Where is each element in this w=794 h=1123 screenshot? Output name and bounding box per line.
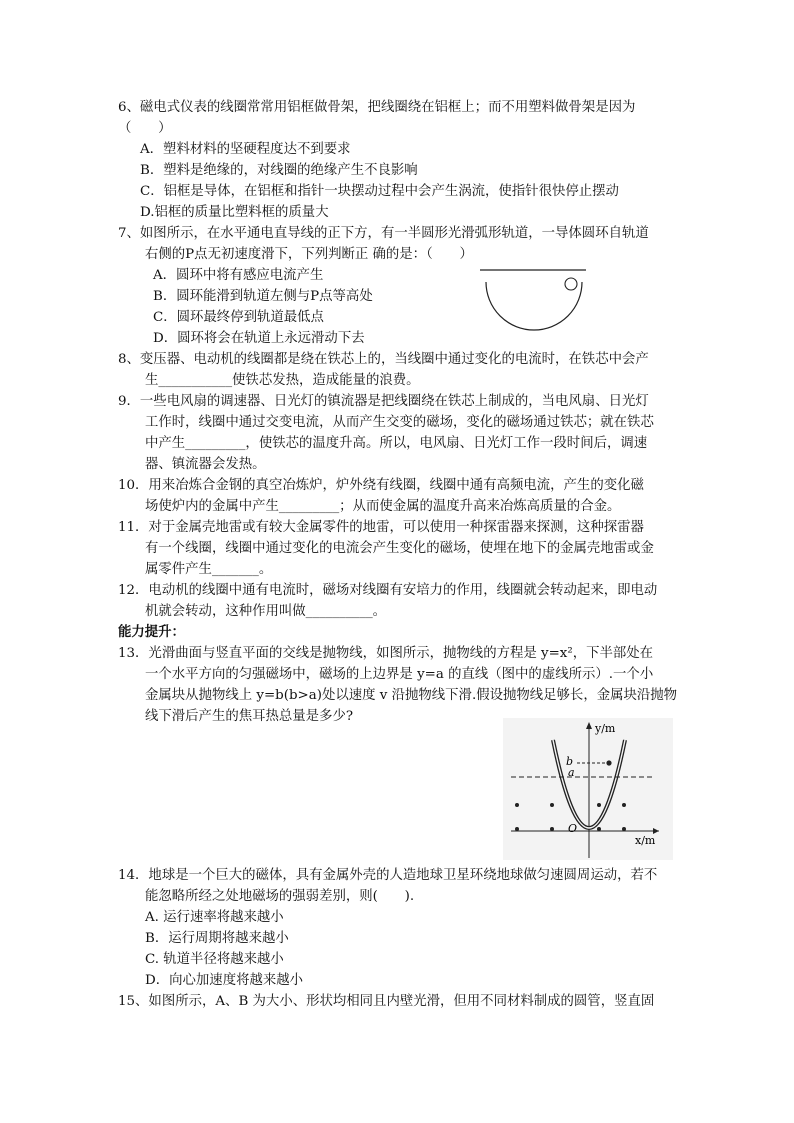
q13-line-2: 一个水平方向的匀强磁场中，磁场的上边界是 y=a 的直线（图中的虚线所示）.一个小	[145, 667, 654, 682]
q9-line-4: 器、镇流器会发热。	[145, 457, 266, 472]
q6-option-c: C．铝框是导体，在铝框和指针一块摆动过程中会产生涡流，使指针很快停止摆动	[140, 184, 619, 199]
q15-line-1: 15、如图所示，A、B 为大小、形状均相同且内壁光滑，但用不同材料制成的圆管，竖直固	[118, 994, 655, 1009]
q6-option-a: A．塑料材料的坚硬程度达不到要求	[140, 142, 351, 157]
q11-line-1: 11．对于金属壳地雷或有较大金属零件的地雷，可以使用一种探雷器来探测，这种探雷器	[118, 520, 644, 535]
q6-option-b: B．塑料是绝缘的，对线圈的绝缘产生不良影响	[140, 163, 418, 178]
q10-line-2: 场使炉内的金属中产生_________；从而使金属的温度升高来冶炼高质量的合金。	[145, 499, 621, 514]
q14-option-b: B．运行周期将越来越小	[145, 931, 289, 946]
q13-line-1: 13．光滑曲面与竖直平面的交线是抛物线，如图所示，抛物线的方程是 y=x²，下半部处在	[118, 646, 654, 661]
q11-line-2: 有一个线圈，线圈中通过变化的电流会产生变化的磁场，使埋在地下的金属壳地雷或金	[145, 541, 654, 556]
q9-line-1: 9．一些电风扇的调速器、日光灯的镇流器是把线圈绕在铁芯上制成的，当电风扇、日光灯	[118, 394, 649, 409]
q14-line-2: 能忽略所经之处地磁场的强弱差别，则( ).	[145, 889, 415, 904]
q12-line-1: 12．电动机的线圈中通有电流时，磁场对线圈有安培力的作用，线圈就会转动起来，即电动	[118, 583, 658, 598]
q7-option-a: A．圆环中将有感应电流产生	[153, 268, 324, 283]
q7-stem-line-2: 右侧的P点无初速度滑下，下列判断正 确的是：（ ）	[145, 247, 473, 262]
y-axis-label: y/m	[595, 722, 616, 735]
q6-option-d: D.铝框的质量比塑料框的质量大	[140, 205, 329, 220]
q13-parabola-figure	[503, 718, 673, 860]
q13-line-4: 线下滑后产生的焦耳热总量是多少?	[145, 709, 354, 724]
q6-stem-line-1: 6、磁电式仪表的线圈常常用铝框做骨架，把线圈绕在铝框上；而不用塑料做骨架是因为	[118, 100, 636, 115]
q14-option-a: A. 运行速率将越来越小	[145, 910, 284, 925]
q14-line-1: 14．地球是一个巨大的磁体，具有金属外壳的人造地球卫星环绕地球做匀速圆周运动，若不	[118, 868, 658, 883]
q10-line-1: 10．用来冶炼合金钢的真空冶炼炉，炉外绕有线圈，线圈中通有高频电流，产生的变化磁	[118, 478, 644, 493]
q7-track-figure	[476, 264, 588, 356]
q9-line-3: 中产生_________，使铁芯的温度升高。所以，电风扇、日光灯工作一段时间后，调速	[145, 436, 648, 451]
q8-line-2: 生___________使铁芯发热，造成能量的浪费。	[145, 373, 420, 388]
q13-line-3: 金属块从抛物线上 y=b(b>a)处以速度 v 沿抛物线下滑.假设抛物线足够长，金属块沿抛物	[145, 688, 678, 703]
q12-line-2: 机就会转动，这种作用叫做__________。	[145, 604, 387, 619]
b-label: b	[566, 755, 574, 768]
q14-option-d: D．向心加速度将越来越小	[145, 973, 304, 988]
q9-line-2: 工作时，线圈中通过交变电流，从而产生交变的磁场，变化的磁场通过铁芯；就在铁芯	[145, 415, 654, 430]
q14-option-c: C. 轨道半径将越来越小	[145, 952, 284, 967]
metal-block-dot	[606, 760, 611, 765]
q11-line-3: 属零件产生_______。	[145, 562, 273, 577]
q7-option-c: C．圆环最终停到轨道最低点	[153, 310, 324, 325]
section-heading: 能力提升：	[118, 625, 185, 640]
x-axis-label: x/m	[635, 834, 656, 847]
q8-line-1: 8、变压器、电动机的线圈都是绕在铁芯上的，当线圈中通过变化的电流时，在铁芯中会产	[118, 352, 649, 367]
q7-option-b: B．圆环能滑到轨道左侧与P点等高处	[153, 289, 373, 304]
conductor-ring	[565, 278, 577, 290]
origin-label: O	[568, 822, 578, 835]
a-label: a	[568, 766, 575, 779]
q7-stem-line-1: 7、如图所示，在水平通电直导线的正下方，有一半圆形光滑弧形轨道，一导体圆环自轨道	[118, 226, 649, 241]
q6-stem-line-2: （ ）	[118, 121, 172, 136]
q7-option-d: D．圆环将会在轨道上永远滑动下去	[153, 331, 365, 346]
